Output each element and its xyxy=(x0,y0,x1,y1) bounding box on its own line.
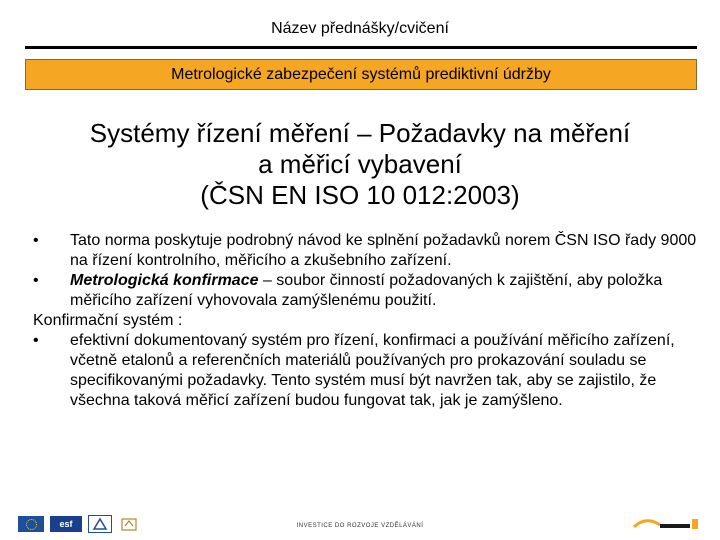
bullet-symbol: • xyxy=(33,232,39,249)
bullet-text: efektivní dokumentovaný systém pro řízení, konfirmaci a používání měřicího zařízení, včetně etalonů a referenčních materiálů používaných pro prokazování souladu se specifikovanými požadavky. Tento systém musí být navržen tak, aby se zajistilo, že všechna taková měřicí zařízení budou fungovat tak, jak je zamýšleno. xyxy=(70,332,675,409)
bullet-symbol: • xyxy=(33,332,39,349)
bullet-symbol: • xyxy=(33,272,39,289)
bullet-item-standard xyxy=(33,231,703,271)
slide-title-line-1: Systémy řízení měření – Požadavky na měření xyxy=(89,118,631,148)
bullet-text: – soubor činností požadovaných k zajištění, aby položka měřicího zařízení vyhovovala zamýšlenému použití. xyxy=(70,272,663,309)
esf-logo-text: esf xyxy=(59,519,73,529)
bullet-text: Tato norma poskytuje podrobný návod ke splnění požadavků norem ČSN ISO řady 9000 na řízení kontrolního, měřicího a zkušebního zařízení. xyxy=(70,232,697,269)
institution-logo xyxy=(630,515,702,533)
footer-investment-text: INVESTICE DO ROZVOJE VZDĚLÁVÁNÍ xyxy=(296,523,424,529)
slide-title-line-2: a měřicí vybavení xyxy=(258,149,462,179)
slide-title-line-3: (ČSN EN ISO 10 012:2003) xyxy=(200,180,520,210)
bullet-item-system xyxy=(33,331,703,411)
course-banner xyxy=(25,59,697,90)
course-banner-text: Metrologické zabezpečení systémů prediktivní údržby xyxy=(171,65,551,83)
bullet-item-confirmation xyxy=(33,271,703,311)
bullet-emphasis: Metrologická konfirmace xyxy=(70,272,259,289)
header-divider xyxy=(25,46,697,49)
confirmation-system-heading: Konfirmační systém : xyxy=(33,312,183,329)
slide-body xyxy=(33,231,703,411)
slide-title xyxy=(0,118,720,211)
lecture-title: Název přednášky/cvičení xyxy=(271,20,449,37)
